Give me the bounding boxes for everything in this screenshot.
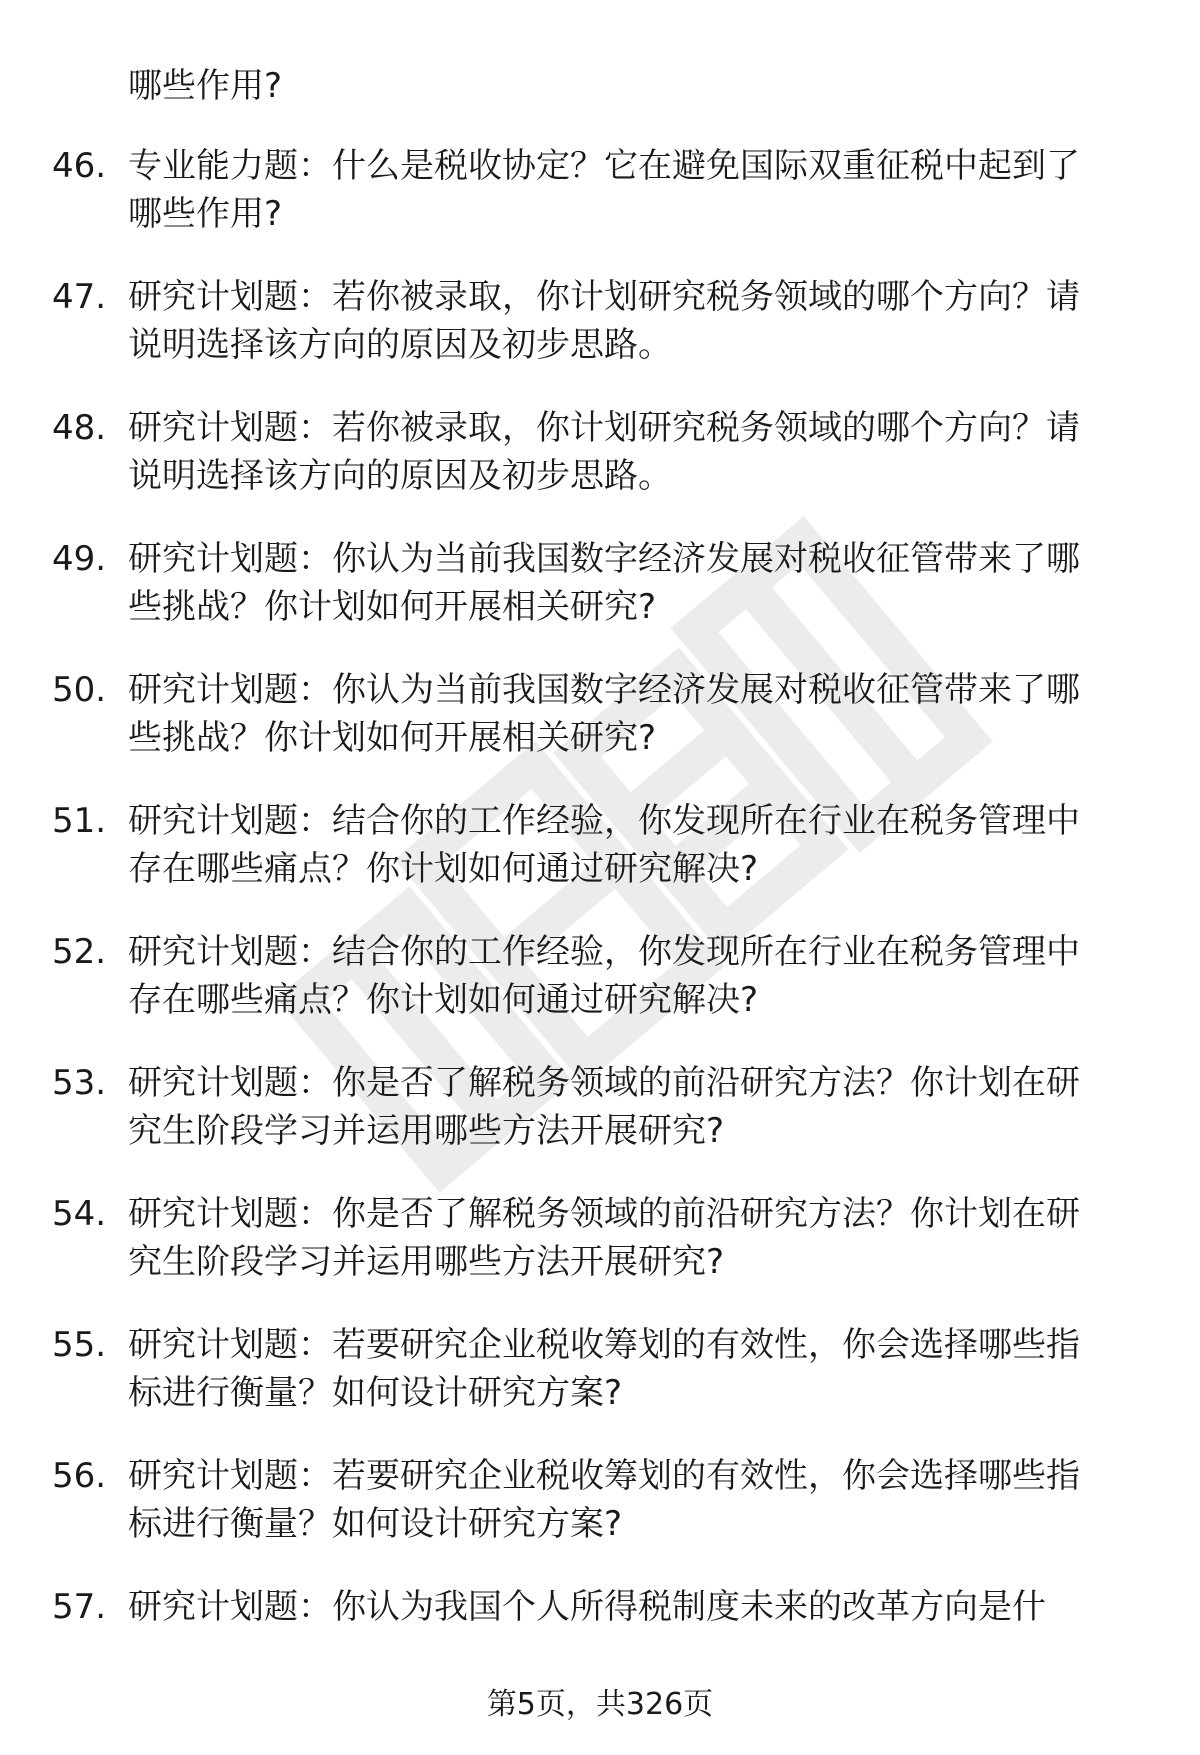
question-item — [0, 928, 1200, 1059]
question-item — [0, 1059, 1200, 1190]
question-text — [128, 142, 1080, 238]
page-footer: 第5页，共326页 — [486, 1687, 714, 1722]
question-text — [128, 1452, 1080, 1548]
question-line: 专业能力题：什么是税收协定？它在避免国际双重征税中起到了 — [128, 146, 1080, 186]
question-text — [128, 1059, 1080, 1155]
question-number: 55. — [52, 1325, 107, 1365]
question-line: 研究计划题：你是否了解税务领域的前沿研究方法？你计划在研 — [128, 1063, 1080, 1103]
question-line: 存在哪些痛点？你计划如何通过研究解决? — [128, 980, 759, 1020]
question-item — [0, 404, 1200, 535]
question-line: 研究计划题：结合你的工作经验，你发现所在行业在税务管理中 — [128, 801, 1080, 841]
question-item — [0, 1321, 1200, 1452]
question-number: 53. — [52, 1063, 107, 1103]
question-line: 些挑战？你计划如何开展相关研究? — [128, 718, 657, 758]
question-number: 54. — [52, 1194, 107, 1234]
question-line: 研究计划题：若你被录取，你计划研究税务领域的哪个方向？请 — [128, 408, 1080, 448]
question-item — [0, 535, 1200, 666]
question-number: 48. — [52, 408, 107, 448]
question-number: 49. — [52, 539, 107, 579]
question-number: 51. — [52, 801, 107, 841]
question-number: 57. — [52, 1587, 107, 1627]
question-line: 存在哪些痛点？你计划如何通过研究解决? — [128, 849, 759, 889]
question-line: 哪些作用? — [128, 194, 283, 234]
question-number: 56. — [52, 1456, 107, 1496]
question-text — [128, 1321, 1080, 1417]
question-text — [128, 797, 1080, 893]
question-list — [0, 142, 1200, 1714]
question-line: 研究计划题：若你被录取，你计划研究税务领域的哪个方向？请 — [128, 277, 1080, 317]
question-line: 研究计划题：结合你的工作经验，你发现所在行业在税务管理中 — [128, 932, 1080, 972]
question-text — [128, 666, 1080, 762]
question-item — [0, 666, 1200, 797]
question-line: 说明选择该方向的原因及初步思路。 — [128, 456, 672, 496]
question-item — [0, 797, 1200, 928]
question-line: 说明选择该方向的原因及初步思路。 — [128, 325, 672, 365]
question-number: 47. — [52, 277, 107, 317]
question-text — [128, 1190, 1080, 1286]
question-number: 46. — [52, 146, 107, 186]
question-item — [0, 142, 1200, 273]
question-number: 52. — [52, 932, 107, 972]
question-line: 标进行衡量？如何设计研究方案? — [128, 1504, 623, 1544]
question-text — [128, 1583, 1046, 1631]
question-text — [128, 273, 1080, 369]
question-line: 研究计划题：你认为当前我国数字经济发展对税收征管带来了哪 — [128, 539, 1080, 579]
question-text — [128, 535, 1080, 631]
question-text — [128, 404, 1080, 500]
question-line: 究生阶段学习并运用哪些方法开展研究? — [128, 1111, 725, 1151]
question-line: 研究计划题：若要研究企业税收筹划的有效性，你会选择哪些指 — [128, 1456, 1080, 1496]
question-line: 研究计划题：若要研究企业税收筹划的有效性，你会选择哪些指 — [128, 1325, 1080, 1365]
question-line: 些挑战？你计划如何开展相关研究? — [128, 587, 657, 627]
question-line: 研究计划题：你是否了解税务领域的前沿研究方法？你计划在研 — [128, 1194, 1080, 1234]
question-number: 50. — [52, 670, 107, 710]
question-item — [0, 273, 1200, 404]
question-line: 究生阶段学习并运用哪些方法开展研究? — [128, 1242, 725, 1282]
question-text — [128, 928, 1080, 1024]
question-item — [0, 1190, 1200, 1321]
question-line: 标进行衡量？如何设计研究方案? — [128, 1373, 623, 1413]
question-item — [0, 1452, 1200, 1583]
question-line: 研究计划题：你认为当前我国数字经济发展对税收征管带来了哪 — [128, 670, 1080, 710]
question-line: 研究计划题：你认为我国个人所得税制度未来的改革方向是什 — [128, 1587, 1046, 1627]
continuation-text: 哪些作用? — [128, 66, 283, 106]
